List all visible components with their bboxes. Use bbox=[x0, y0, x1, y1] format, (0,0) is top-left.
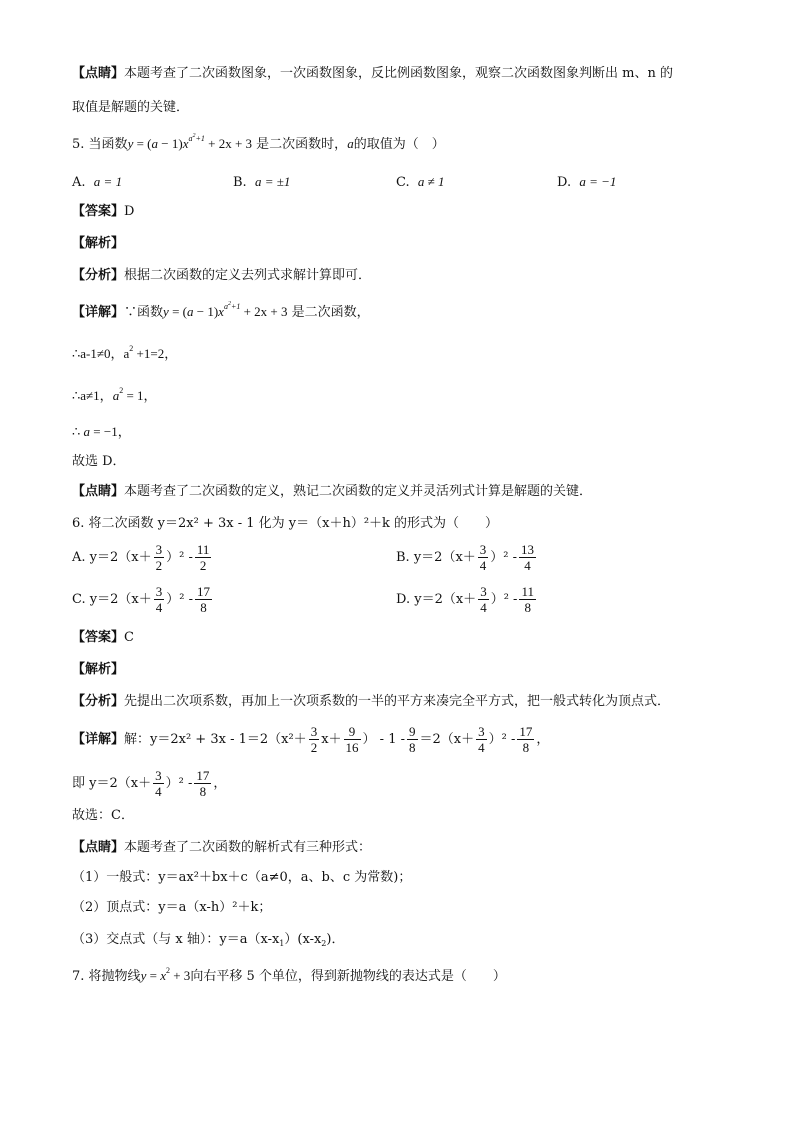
option-d bbox=[557, 172, 616, 193]
previous-dianjing-line1 bbox=[72, 64, 673, 84]
form-1 bbox=[72, 868, 411, 888]
math-op: = ( bbox=[133, 136, 152, 151]
option-label: C. bbox=[72, 592, 86, 607]
superscript: 2 bbox=[119, 386, 124, 395]
denominator: 8 bbox=[409, 740, 416, 755]
jiexi-line bbox=[72, 234, 124, 254]
question-5 bbox=[72, 134, 445, 155]
math-op: − 1) bbox=[158, 136, 183, 151]
math-rest: + 2x + 3 bbox=[240, 304, 288, 319]
fraction bbox=[154, 584, 165, 615]
exponent-sq: 2 bbox=[192, 133, 196, 139]
subscript: 1 bbox=[279, 939, 285, 948]
fenxi-line bbox=[72, 692, 670, 712]
denominator: 4 bbox=[155, 600, 163, 615]
ji-text: 即 y＝2（x＋ bbox=[72, 776, 152, 791]
denominator: 4 bbox=[479, 558, 487, 573]
math-var: x bbox=[160, 968, 166, 983]
option-a bbox=[72, 542, 213, 573]
math-var: x bbox=[218, 304, 224, 319]
math-var: y bbox=[127, 136, 134, 151]
option-b bbox=[233, 172, 290, 193]
math-op: − 1) bbox=[193, 304, 219, 319]
option-expr: a ≠ 1 bbox=[417, 174, 445, 189]
math-rest: + 3 bbox=[169, 968, 191, 983]
exponent-sq: 2 bbox=[227, 301, 231, 307]
numerator: 3 bbox=[310, 724, 318, 739]
superscript: 2 bbox=[129, 344, 134, 353]
step-1 bbox=[72, 344, 177, 364]
question-number: 5. bbox=[72, 137, 85, 152]
fraction bbox=[195, 584, 212, 615]
step-3 bbox=[72, 422, 131, 442]
denominator: 8 bbox=[200, 600, 207, 615]
fenxi-tag: 【分析】 bbox=[72, 694, 125, 709]
ji-text: ， bbox=[213, 776, 227, 791]
denominator: 4 bbox=[155, 784, 162, 799]
question-text: 是二次函数时， bbox=[252, 137, 348, 152]
step-text: = −1， bbox=[90, 424, 131, 439]
step-text: +1=2， bbox=[133, 346, 178, 361]
fraction bbox=[519, 584, 536, 615]
option-expr: a = −1 bbox=[579, 174, 617, 189]
fraction bbox=[519, 542, 536, 573]
option-label: D. bbox=[396, 592, 411, 607]
form-text: )． bbox=[326, 932, 345, 947]
form-text: （3）交点式（与 x 轴）：y＝a（x-x bbox=[72, 932, 280, 947]
fenxi-tag: 【分析】 bbox=[72, 268, 125, 283]
form-text: （1）一般式：y＝ax²＋bx＋c（a≠0，a、b、c 为常数)； bbox=[72, 870, 412, 885]
option-text: y＝2（x＋ bbox=[89, 550, 152, 565]
numerator: 9 bbox=[344, 724, 361, 740]
choose-line bbox=[72, 806, 134, 826]
option-d bbox=[396, 584, 538, 615]
denominator: 4 bbox=[524, 558, 531, 573]
xiangjie-line bbox=[72, 724, 549, 755]
fraction bbox=[344, 724, 361, 755]
numerator: 3 bbox=[155, 542, 163, 557]
numerator: 13 bbox=[521, 542, 535, 557]
math-var: y bbox=[140, 968, 147, 983]
math-var: a bbox=[186, 304, 194, 319]
fraction bbox=[478, 584, 489, 615]
option-label: A. bbox=[72, 550, 86, 565]
previous-dianjing-line2 bbox=[72, 98, 189, 118]
xiangjie-text: ∵函数 bbox=[124, 305, 164, 320]
answer-tag: 【答案】 bbox=[72, 630, 125, 645]
question-text: 将抛物线 bbox=[88, 969, 141, 984]
math-var: y bbox=[163, 304, 169, 319]
answer-tag: 【答案】 bbox=[72, 204, 125, 219]
option-text: y＝2（x＋ bbox=[413, 550, 476, 565]
xiangjie-text: 是二次函数， bbox=[287, 305, 370, 320]
option-a bbox=[72, 172, 122, 193]
fraction bbox=[407, 724, 418, 755]
math-rest: + 2x + 3 bbox=[204, 136, 253, 151]
fenxi-text: 先提出二次项系数，再加上一次项系数的一半的平方来凑完全平方式，把一般式转化为顶点式． bbox=[124, 694, 671, 709]
fraction bbox=[194, 768, 211, 799]
fenxi-text: 根据二次函数的定义去列式求解计算即可． bbox=[124, 268, 372, 283]
exponent: a bbox=[223, 302, 228, 311]
ji-line bbox=[72, 768, 226, 799]
fraction bbox=[478, 542, 489, 573]
option-label: A. bbox=[72, 175, 86, 190]
step-text: ∴ bbox=[72, 424, 84, 439]
question-text: 的取值为（ ） bbox=[353, 137, 445, 152]
dianjing-tag: 【点睛】 bbox=[72, 66, 125, 81]
denominator: 8 bbox=[522, 740, 530, 755]
question-text: 当函数 bbox=[88, 137, 128, 152]
exponent: a bbox=[188, 134, 193, 143]
answer-value: D bbox=[124, 204, 135, 219]
exponent-plus: +1 bbox=[195, 134, 205, 143]
fenxi-line bbox=[72, 266, 371, 286]
option-text: y＝2（x＋ bbox=[414, 592, 477, 607]
xiangjie-text: x＋ bbox=[321, 732, 342, 747]
dianjing-line bbox=[72, 838, 371, 858]
question-6 bbox=[72, 514, 498, 534]
xiangjie-line bbox=[72, 302, 370, 323]
jiexi-tag: 【解析】 bbox=[72, 236, 125, 251]
dianjing-line bbox=[72, 482, 592, 502]
denominator: 2 bbox=[155, 558, 163, 573]
numerator: 9 bbox=[409, 724, 416, 739]
option-text: ）² - bbox=[490, 592, 518, 607]
answer-value: C bbox=[124, 630, 134, 645]
numerator: 3 bbox=[155, 768, 162, 783]
option-text: ）² - bbox=[166, 550, 193, 565]
exponent-plus: +1 bbox=[230, 302, 241, 311]
option-expr: a = ±1 bbox=[254, 174, 291, 189]
dianjing-tag: 【点睛】 bbox=[72, 484, 125, 499]
math-var: a bbox=[151, 136, 159, 151]
dianjing-text: 本题考查了二次函数的解析式有三种形式： bbox=[124, 840, 372, 855]
superscript: 2 bbox=[165, 966, 170, 975]
dianjing-text: 本题考查了二次函数的定义，熟记二次函数的定义并灵活列式计算是解题的关键． bbox=[124, 484, 593, 499]
numerator: 17 bbox=[196, 768, 210, 783]
option-c bbox=[396, 172, 445, 193]
denominator: 2 bbox=[310, 740, 318, 755]
dianjing-text-cont: 取值是解题的关键． bbox=[72, 100, 190, 115]
numerator: 3 bbox=[480, 584, 487, 599]
option-label: B. bbox=[396, 550, 410, 565]
dianjing-tag: 【点睛】 bbox=[72, 840, 125, 855]
option-expr: a = 1 bbox=[93, 174, 123, 189]
option-label: D. bbox=[557, 175, 572, 190]
option-label: C. bbox=[396, 175, 410, 190]
step-2 bbox=[72, 386, 157, 406]
math-op: = ( bbox=[168, 304, 187, 319]
step-text: ∴a≠1， bbox=[72, 388, 113, 403]
numerator: 11 bbox=[196, 542, 210, 557]
dianjing-text: 本题考查了二次函数图象，一次函数图象，反比例函数图象，观察二次函数图象判断出 m、n 的 bbox=[124, 66, 673, 81]
numerator: 17 bbox=[519, 724, 533, 739]
step-text: ∴a-1≠0，a bbox=[72, 346, 130, 361]
choose-line bbox=[72, 452, 126, 472]
jiexi-tag: 【解析】 bbox=[72, 662, 125, 677]
fraction bbox=[476, 724, 487, 755]
option-text: ）² - bbox=[166, 592, 193, 607]
form-3 bbox=[72, 930, 344, 950]
math-var: a bbox=[112, 388, 120, 403]
fraction bbox=[195, 542, 212, 573]
numerator: 3 bbox=[155, 584, 163, 599]
fraction bbox=[154, 542, 165, 573]
denominator: 8 bbox=[524, 600, 531, 615]
denominator: 4 bbox=[480, 600, 487, 615]
fraction bbox=[309, 724, 320, 755]
choose-text: 故选 D． bbox=[72, 454, 126, 469]
question-7 bbox=[72, 966, 506, 987]
option-text: ）² - bbox=[490, 550, 518, 565]
math-var: x bbox=[182, 136, 189, 151]
option-text: y＝2（x＋ bbox=[89, 592, 152, 607]
jiexi-line bbox=[72, 660, 124, 680]
xiangjie-text: ， bbox=[536, 732, 550, 747]
denominator: 2 bbox=[199, 558, 207, 573]
question-number: 7. bbox=[72, 969, 85, 984]
numerator: 3 bbox=[478, 724, 485, 739]
subscript: 2 bbox=[321, 939, 327, 948]
xiangjie-text: ） - 1 - bbox=[362, 732, 405, 747]
xiangjie-text: ）² - bbox=[488, 732, 516, 747]
question-text: 向右平移 5 个单位，得到新抛物线的表达式是（ ） bbox=[190, 969, 506, 984]
option-c bbox=[72, 584, 214, 615]
denominator: 8 bbox=[199, 784, 207, 799]
fraction bbox=[517, 724, 534, 755]
xiangjie-tag: 【详解】 bbox=[72, 305, 125, 320]
math-op: = bbox=[146, 968, 161, 983]
ji-text: ）² - bbox=[165, 776, 193, 791]
choose-text: 故选：C． bbox=[72, 808, 134, 823]
xiangjie-text: 解：y＝2x² + 3x - 1＝2（x²＋ bbox=[124, 732, 307, 747]
math-var: a bbox=[347, 136, 354, 151]
numerator: 11 bbox=[521, 584, 534, 599]
form-text: ）(x-x bbox=[284, 932, 322, 947]
fraction bbox=[153, 768, 164, 799]
answer-line bbox=[72, 628, 134, 648]
option-label: B. bbox=[233, 175, 247, 190]
xiangjie-text: ＝2（x＋ bbox=[419, 732, 475, 747]
numerator: 3 bbox=[479, 542, 487, 557]
form-2 bbox=[72, 898, 271, 918]
step-text: = 1， bbox=[123, 388, 157, 403]
denominator: 4 bbox=[478, 740, 485, 755]
form-text: （2）顶点式：y＝a（x-h）²＋k； bbox=[72, 900, 272, 915]
math-var: a bbox=[83, 424, 91, 439]
answer-line bbox=[72, 202, 134, 222]
question-text: 6. 将二次函数 y＝2x² + 3x - 1 化为 y＝（x＋h）²＋k 的形式为（ ） bbox=[72, 516, 499, 531]
numerator: 17 bbox=[196, 584, 210, 599]
option-b bbox=[396, 542, 538, 573]
denominator: 16 bbox=[345, 740, 359, 755]
xiangjie-tag: 【详解】 bbox=[72, 732, 125, 747]
